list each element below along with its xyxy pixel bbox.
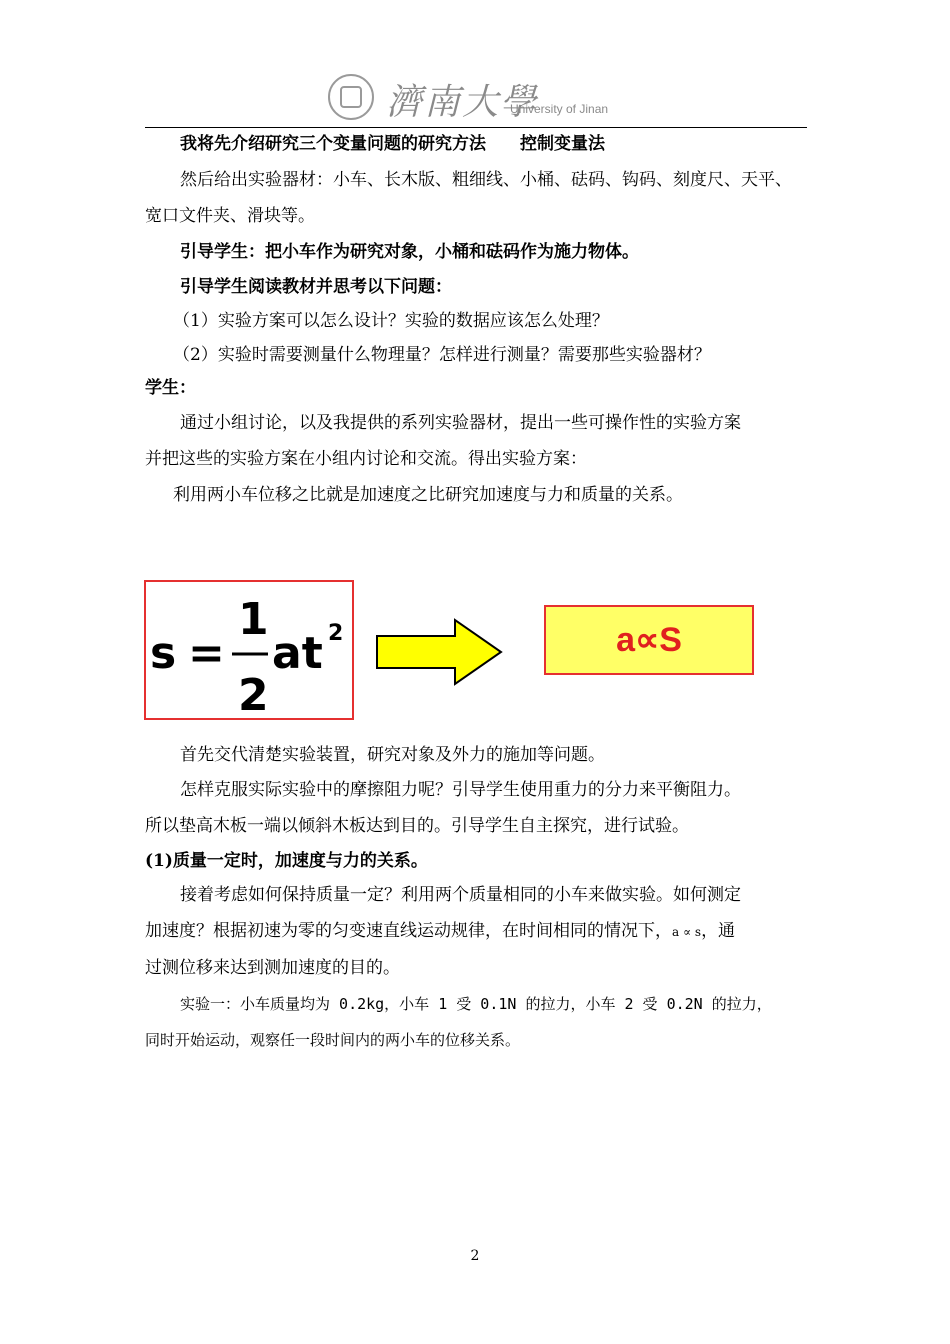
formula-exponent: 2 <box>328 621 344 646</box>
plan-line: 利用两小车位移之比就是加速度之比研究加速度与力和质量的关系。 <box>173 485 683 505</box>
student-line-1: 通过小组讨论，以及我提供的系列实验器材，提出一些可操作性的实验方案 <box>180 413 741 433</box>
section-heading-1: (1)质量一定时，加速度与力的关系。 <box>145 851 428 871</box>
formula-eq: = <box>188 628 225 679</box>
proportional-relation: a ∝ s <box>672 925 702 939</box>
friction-line-2: 所以垫高木板一端以倾斜木板达到目的。引导学生自主探究，进行试验。 <box>145 816 689 836</box>
setup-line: 首先交代清楚实验装置，研究对象及外力的施加等问题。 <box>180 745 605 765</box>
page-number: 2 <box>470 1248 480 1264</box>
guide-line-1: 引导学生：把小车作为研究对象，小桶和砝码作为施力物体。 <box>180 242 639 262</box>
formula-box <box>144 580 354 720</box>
friction-line-1: 怎样克服实际实验中的摩擦阻力呢？引导学生使用重力的分力来平衡阻力。 <box>180 780 741 800</box>
mass-line-1: 接着考虑如何保持质量一定？利用两个质量相同的小车来做实验。如何测定 <box>180 885 741 905</box>
formula-denominator: 2 <box>238 670 269 718</box>
formula-lhs: s <box>150 628 177 679</box>
guide-line-2: 引导学生阅读教材并思考以下问题： <box>180 277 452 297</box>
intro-line <box>145 133 845 155</box>
question-1: （1）实验方案可以怎么设计？实验的数据应该怎么处理？ <box>173 311 609 331</box>
header-rule <box>145 127 807 128</box>
experiment-line-2: 同时开始运动，观察任一段时间内的两小车的位移关系。 <box>145 1031 521 1049</box>
mass-line-2b: ，通 <box>701 921 736 941</box>
result-box: a∝S <box>544 605 754 675</box>
mass-line-2 <box>145 920 810 943</box>
formula-numerator: 1 <box>238 594 269 645</box>
intro-left: 我将先介绍研究三个变量问题的研究方法 <box>180 134 486 154</box>
student-label: 学生： <box>145 378 196 398</box>
formula-term: at <box>272 628 323 679</box>
kinematics-formula <box>146 582 352 718</box>
mass-line-2a: 加速度？根据初速为零的匀变速直线运动规律，在时间相同的情况下， <box>145 921 672 941</box>
materials-line-2: 宽口文件夹、滑块等。 <box>145 206 315 226</box>
university-seal-icon <box>328 74 374 120</box>
school-name-en: University of Jinan <box>510 102 609 116</box>
experiment-line-1: 实验一：小车质量均为 0.2kg，小车 1 受 0.1N 的拉力，小车 2 受 0.2N 的拉力， <box>180 995 772 1013</box>
intro-right: 控制变量法 <box>520 134 605 154</box>
right-arrow-icon <box>375 618 505 686</box>
student-line-2: 并把这些的实验方案在小组内讨论和交流。得出实验方案： <box>145 449 587 469</box>
mass-line-3: 过测位移来达到测加速度的目的。 <box>145 958 400 978</box>
page-header <box>320 72 640 124</box>
question-2: （2）实验时需要测量什么物理量？怎样进行测量？需要那些实验器材？ <box>173 345 711 365</box>
materials-line-1: 然后给出实验器材：小车、长木版、粗细线、小桶、砝码、钩码、刻度尺、天平、 <box>180 170 792 190</box>
school-name-cn: 濟南大學 <box>386 82 539 123</box>
